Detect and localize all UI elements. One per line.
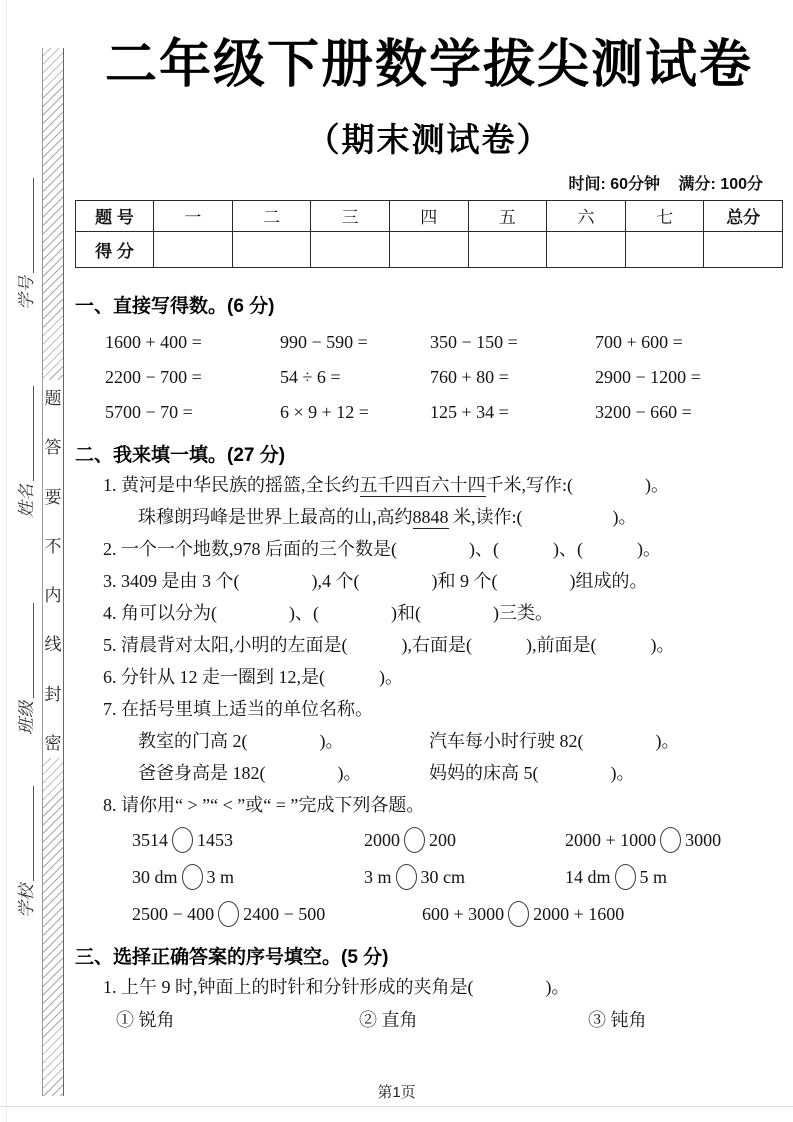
student-name-label — [13, 348, 37, 518]
comparison-circle — [218, 901, 239, 927]
comparison-item — [364, 864, 565, 890]
calc-problem: 760 + 80 = — [430, 366, 509, 387]
comparison-item — [565, 827, 721, 853]
q1b-pre: 珠穆朗玛峰是世界上最高的山,高约 — [138, 506, 413, 527]
calc-problem: 5700 − 70 = — [105, 401, 193, 422]
seal-char: 不 — [44, 536, 62, 556]
q1b-post: 米,读作:( )。 — [448, 506, 637, 527]
seal-line-band — [42, 48, 64, 1096]
q7-units-row-2 — [138, 757, 783, 789]
student-name-text: 姓名 — [17, 484, 36, 518]
time-limit: 时间: 60分钟 — [568, 175, 661, 193]
page-subtitle: （期末测试卷） — [306, 120, 552, 158]
question-line-q1a — [103, 469, 783, 501]
score-cell — [468, 231, 547, 267]
score-cell — [547, 231, 626, 267]
class-text: 班级 — [17, 701, 36, 735]
cmp-right: 2000 + 1600 — [533, 903, 625, 924]
calc-problem: 700 + 600 = — [595, 331, 683, 352]
question-line-q1b — [138, 501, 783, 533]
page-scan-edge-bottom — [0, 1106, 793, 1107]
section-2-heading: 二、我来填一填。(27 分) — [75, 444, 286, 466]
hatch-pattern-top-icon — [43, 48, 63, 380]
student-id-blank — [33, 178, 34, 273]
score-cell — [389, 231, 468, 267]
seal-char: 题 — [44, 389, 62, 408]
comparison-circle — [172, 827, 193, 853]
comparison-item — [132, 827, 364, 853]
score-cell — [232, 231, 311, 267]
calc-problem: 3200 − 660 = — [595, 401, 692, 422]
exam-info — [75, 171, 783, 194]
cmp-left: 3514 — [132, 829, 168, 850]
calc-problem: 54 ÷ 6 = — [280, 366, 341, 387]
comparison-item — [132, 901, 422, 927]
comparison-item — [364, 827, 565, 853]
cmp-right: 2400 − 500 — [243, 903, 326, 924]
q1a-pre: 1. 黄河是中华民族的摇篮,全长约 — [103, 474, 360, 495]
class-label — [13, 565, 37, 735]
comparison-item — [565, 864, 667, 890]
cmp-right: 30 cm — [420, 866, 466, 887]
question-line-q5: 5. 清晨背对太阳,小明的左面是( ),右面是( ),前面是( )。 — [103, 634, 675, 655]
comparison-circle — [396, 864, 417, 890]
calc-problem: 350 − 150 = — [430, 331, 518, 352]
q1b-underlined-number: 8848 — [412, 506, 449, 527]
calc-problem: 990 − 590 = — [280, 331, 368, 352]
q7-item: 教室的门高 2( )。 — [138, 730, 344, 751]
page-title: 二年级下册数学拔尖测试卷 — [104, 36, 753, 94]
score-table-score-row — [76, 231, 783, 267]
calc-problem: 2200 − 700 = — [105, 366, 202, 387]
comparison-circle — [615, 864, 636, 890]
comparison-row-1 — [132, 822, 783, 858]
choice-option-3: ③ 钝角 — [588, 1009, 647, 1030]
section-1-heading: 一、直接写得数。(6 分) — [75, 295, 275, 317]
question-line-q7: 7. 在括号里填上适当的单位名称。 — [103, 698, 373, 719]
cmp-right: 3000 — [685, 829, 722, 850]
score-row-label: 得 分 — [76, 231, 154, 267]
choice-option-2: ② 直角 — [359, 1009, 418, 1030]
cmp-left: 14 dm — [565, 866, 611, 887]
school-blank — [33, 786, 34, 881]
seal-char: 线 — [44, 635, 62, 655]
page-number: 第1页 — [377, 1084, 416, 1101]
comparison-row-3 — [132, 896, 783, 932]
calc-problem: 125 + 34 = — [430, 401, 509, 422]
section-2 — [75, 443, 783, 932]
q7-item: 妈妈的床高 5( )。 — [429, 762, 635, 783]
choice-options-row — [116, 1003, 783, 1037]
score-cell — [625, 231, 704, 267]
student-id-text: 学号 — [17, 276, 36, 310]
question-line-s3q1: 1. 上午 9 时,钟面上的时针和分针形成的夹角是( )。 — [103, 976, 570, 997]
score-table-header-row — [76, 200, 783, 231]
score-cell — [154, 231, 233, 267]
student-id-label — [13, 140, 37, 310]
score-col-1: 一 — [154, 200, 233, 231]
exam-content — [75, 0, 783, 1037]
choice-option-1: ① 锐角 — [116, 1009, 175, 1030]
school-text: 学校 — [17, 884, 36, 918]
question-line-q4: 4. 角可以分为( )、( )和( )三类。 — [103, 602, 553, 623]
comparison-row-2 — [132, 859, 783, 895]
q7-units-row-1 — [138, 725, 783, 757]
page-scan-edge-left — [6, 0, 7, 1122]
cmp-left: 2000 — [364, 829, 400, 850]
cmp-left: 30 dm — [132, 866, 178, 887]
calc-problem: 1600 + 400 = — [105, 331, 202, 352]
class-blank — [33, 603, 34, 698]
comparison-circle — [508, 901, 529, 927]
seal-char: 密 — [44, 733, 62, 753]
score-col-total: 总分 — [704, 200, 783, 231]
q7-item: 爸爸身高是 182( )。 — [138, 762, 362, 783]
cmp-right: 5 m — [639, 866, 668, 887]
section-3-heading: 三、选择正确答案的序号填空。(5 分) — [75, 946, 389, 968]
section-1 — [75, 294, 783, 430]
cmp-right: 200 — [429, 829, 456, 850]
calc-problem: 2900 − 1200 = — [595, 366, 701, 387]
calc-grid — [105, 325, 783, 430]
seal-char: 要 — [44, 487, 62, 507]
student-name-blank — [33, 386, 34, 481]
comparison-circle — [404, 827, 425, 853]
comparison-circle — [182, 864, 203, 890]
score-table-corner: 题 号 — [76, 200, 154, 231]
q1a-post: 千米,写作:( )。 — [485, 474, 669, 495]
score-cell — [311, 231, 390, 267]
question-line-q6: 6. 分针从 12 走一圈到 12,是( )。 — [103, 666, 403, 687]
q1a-underlined-number: 五千四百六十四 — [359, 474, 486, 495]
score-col-5: 五 — [468, 200, 547, 231]
seal-char: 答 — [44, 438, 62, 458]
score-col-7: 七 — [625, 200, 704, 231]
cmp-left: 3 m — [364, 866, 392, 887]
cmp-left: 2500 − 400 — [132, 903, 215, 924]
full-score: 满分: 100分 — [678, 175, 763, 193]
comparison-item — [422, 901, 624, 927]
score-table — [75, 200, 783, 268]
cmp-right: 3 m — [206, 866, 235, 887]
section-3 — [75, 945, 783, 1037]
school-label — [13, 748, 37, 918]
score-col-2: 二 — [232, 200, 311, 231]
question-line-q3: 3. 3409 是由 3 个( ),4 个( )和 9 个( )组成的。 — [103, 570, 648, 591]
comparison-item — [132, 864, 364, 890]
seal-char: 内 — [44, 586, 62, 606]
calc-problem: 6 × 9 + 12 = — [280, 401, 369, 422]
score-col-4: 四 — [389, 200, 468, 231]
comparison-circle — [660, 827, 681, 853]
cmp-right: 1453 — [197, 829, 233, 850]
score-col-3: 三 — [311, 200, 390, 231]
cmp-left: 600 + 3000 — [422, 903, 505, 924]
seal-char: 封 — [44, 684, 62, 704]
score-col-6: 六 — [547, 200, 626, 231]
seal-line-text — [43, 380, 63, 758]
cmp-left: 2000 + 1000 — [565, 829, 657, 850]
score-cell — [704, 231, 783, 267]
hatch-pattern-bottom-icon — [43, 758, 63, 1096]
q7-item: 汽车每小时行驶 82( )。 — [429, 730, 680, 751]
question-line-q8: 8. 请你用“ > ”“ < ”或“ = ”完成下列各题。 — [103, 794, 425, 815]
question-line-q2: 2. 一个一个地数,978 后面的三个数是( )、( )、( )。 — [103, 538, 661, 559]
